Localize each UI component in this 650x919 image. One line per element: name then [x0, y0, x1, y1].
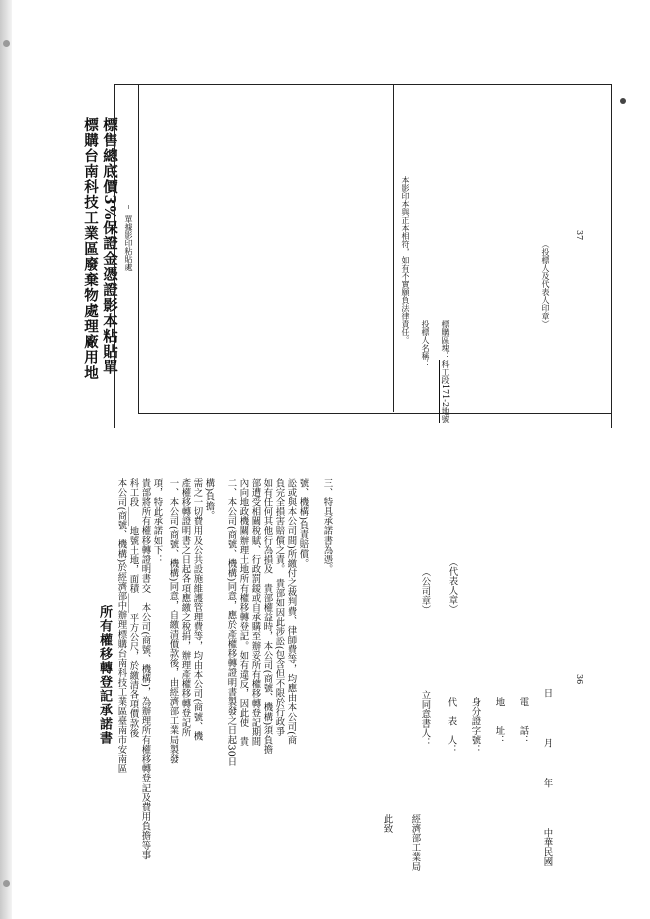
bid-block-value: 科工段171-2地號: [441, 360, 450, 424]
addressee: 經濟部工業局: [409, 814, 421, 872]
clause1-line2: 產權移轉證明書之日起各項應繳之稅捐，辦理產權移轉登記所: [179, 478, 191, 737]
committer-field-label: 立同意書人：: [419, 690, 431, 748]
page-number-37: 37: [575, 230, 584, 241]
date-year: 年: [541, 778, 553, 788]
letter-title: 所有權移轉登記承諾書: [97, 605, 112, 745]
addressee-prefix: 此致: [381, 814, 393, 834]
date-month: 月: [541, 738, 553, 748]
representative-seal-placeholder: （代表人章）: [446, 557, 458, 615]
address-field-label: 地 址：: [493, 697, 505, 745]
letter-intro-line4: 項，特此承諾如下：: [151, 478, 163, 565]
clause2-line7: 號、機構)負責賠償。: [297, 478, 309, 569]
clause2-line1: 二、本公司(商號、機構)同意，應於產權移轉證明書製發之日起30日: [225, 478, 237, 767]
form-title-line1: 標購台南科技工業區廢棄物處理廠用地: [82, 117, 99, 381]
clause1-line4: 構)負擔。: [203, 478, 215, 521]
clause1-line1: 一、本公司(商號、機構)同意，自繳清價款後，由經濟部工業局製發: [167, 478, 179, 764]
clause2-line3: 部遭受相關稅賦、行政罰鍰或自承購至辦妥所有權移轉登記期間: [249, 478, 261, 747]
clause2-line4: 如有任何其他行為損及 貴部權益時，本公司(商號、機構)須負擔: [261, 478, 273, 755]
binding-hole-icon: [3, 40, 10, 47]
letter-intro-line2: 科工段____地號土地，面積____平方公尺，於繳清各項價款後: [127, 478, 139, 738]
representative-field-label: 代 表 人：: [445, 697, 457, 755]
letter-intro-line3: 貴部將所有權移轉證明書交 本公司(商號、機構)，為辦理所有權移轉登記及費用負擔等事: [139, 478, 151, 860]
authenticity-notice: 本影印本與正本相符，如有不實願負法律責任。: [401, 176, 410, 344]
scan-speck-icon: [620, 98, 626, 104]
clause2-line5: 負完全損害賠償之責。 貴部如因此涉訟(包含但不限於行政爭: [273, 478, 285, 737]
id-number-field-label: 身分證字號：: [469, 697, 481, 755]
letter-intro-line1: 本公司(商號、機構)於經濟部中辦理標購台南科技工業區臺南市安南區: [115, 478, 127, 774]
clause2-line6: 訟或與本公司間)所繳付之裁判費、律師費等，均應由本公司(商: [285, 478, 297, 745]
page-number-36: 36: [575, 674, 584, 685]
paste-guide-mark: [128, 205, 129, 209]
form-title-line2: 標售總底價3%保證金憑證影本粘貼單: [101, 117, 118, 376]
scan-edge-shadow: [0, 0, 12, 919]
paste-area-label: 單據影印粘貼處: [124, 215, 133, 271]
binding-hole-icon: [3, 880, 10, 887]
form-divider: [393, 84, 394, 412]
seal-note: （投標人及代表人印章）: [541, 240, 550, 328]
clause3: 三、特具承諾書為憑。: [321, 478, 333, 574]
phone-field-label: 電 話：: [517, 697, 529, 745]
date-day: 日: [541, 688, 553, 698]
bid-block-label: 標購區塊：科工段171-2地號: [441, 320, 450, 424]
bidder-name-label: 投標人名稱：: [421, 320, 430, 368]
clause2-line2: 內向地政機關辦理土地所有權移轉登記。如有違反，因此使 貴: [237, 478, 249, 747]
clause1-line3: 需之一切費用及公共設施維護管理費等，均由本公司(商號、機: [191, 478, 203, 741]
company-seal-placeholder: （公司章）: [419, 567, 431, 615]
date-era: 中華民國: [541, 828, 553, 867]
